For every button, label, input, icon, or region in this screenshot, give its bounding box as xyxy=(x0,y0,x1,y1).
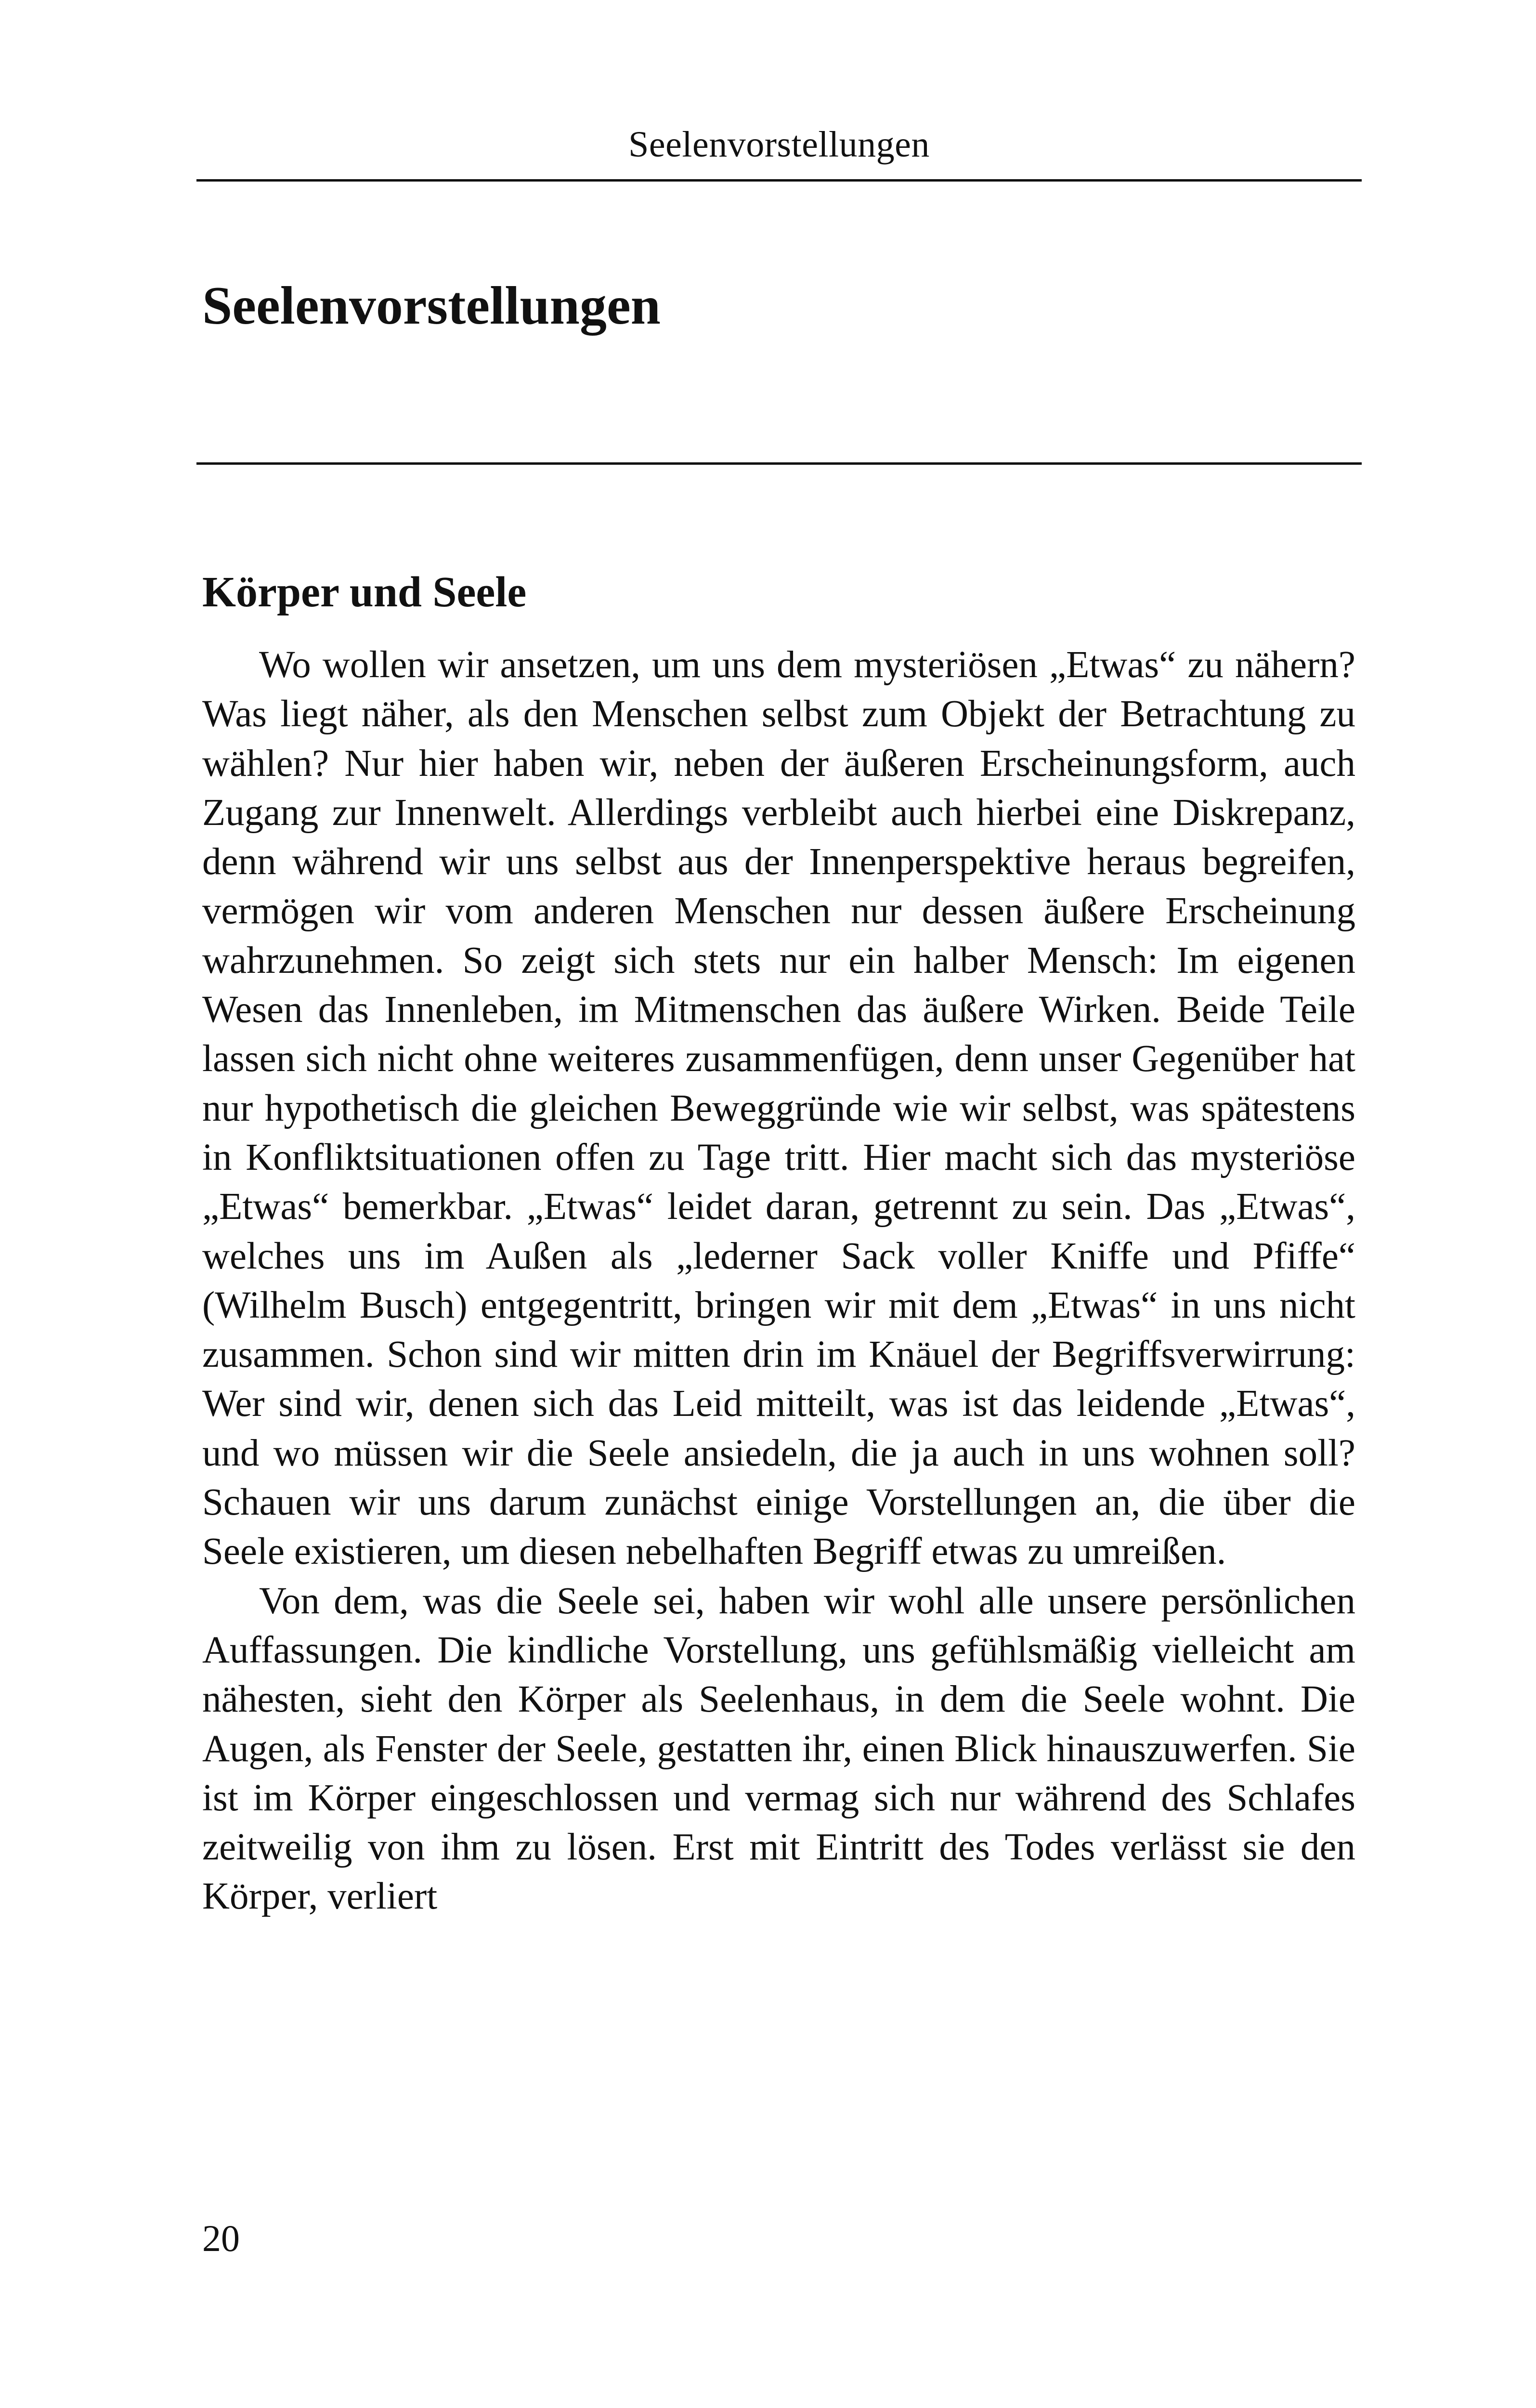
paragraph: Wo wollen wir ansetzen, um uns dem mysteriösen „Etwas“ zu nähern? Was liegt näher, als den Menschen selbst zum Objekt der Betrachtung zu wählen? Nur hier haben wir, neben der äußeren Erscheinungsform, auch Zugang zur Innenwelt. Allerdings verbleibt auch hierbei eine Diskrepanz, denn während wir uns selbst aus der Innenperspektive heraus begreifen, vermögen wir vom anderen Menschen nur dessen äußere Erscheinung wahrzunehmen. So zeigt sich stets nur ein halber Mensch: Im eigenen Wesen das Innenleben, im Mitmenschen das äußere Wirken. Beide Teile lassen sich nicht ohne weiteres zusammenfügen, denn unser Gegenüber hat nur hypothetisch die gleichen Beweggründe wie wir selbst, was spätestens in Konfliktsituationen offen zu Tage tritt. Hier macht sich das mysteriöse „Etwas“ bemerkbar. „Etwas“ leidet daran, getrennt zu sein. Das „Etwas“, welches uns im Außen als „lederner Sack voller Kniffe und Pfiffe“ (Wilhelm Busch) entgegentritt, bringen wir mit dem „Etwas“ in uns nicht zusammen. Schon sind wir mitten drin im Knäuel der Begriffsverwirrung: Wer sind wir, denen sich das Leid mitteilt, was ist das leidende „Etwas“, und wo müssen wir die Seele ansiedeln, die ja auch in uns wohnen soll? Schauen wir uns darum zunächst einige Vorstellungen an, die über die Seele existieren, um diesen nebelhaften Begriff etwas zu umreißen. xyxy=(202,644,1355,1573)
page-number: 20 xyxy=(202,2217,240,2259)
body-text xyxy=(202,641,1355,1922)
chapter-rule xyxy=(196,462,1362,465)
paragraph: Von dem, was die Seele sei, haben wir wohl alle unsere persönlichen Auffassungen. Die kindliche Vorstellung, uns gefühlsmäßig vielleicht am nähesten, sieht den Körper als Seelenhaus, in dem die Seele wohnt. Die Augen, als Fenster der Seele, gestatten ihr, einen Blick hinauszuwerfen. Sie ist im Körper eingeschlossen und vermag sich nur während des Schlafes zeitweilig von ihm zu lösen. Erst mit Eintritt des Todes verlässt sie den Körper, verliert xyxy=(202,1580,1355,1918)
chapter-title: Seelenvorstellungen xyxy=(202,276,661,336)
section-heading: Körper und Seele xyxy=(202,568,527,616)
header-rule xyxy=(196,179,1362,182)
running-header: Seelenvorstellungen xyxy=(628,124,930,165)
